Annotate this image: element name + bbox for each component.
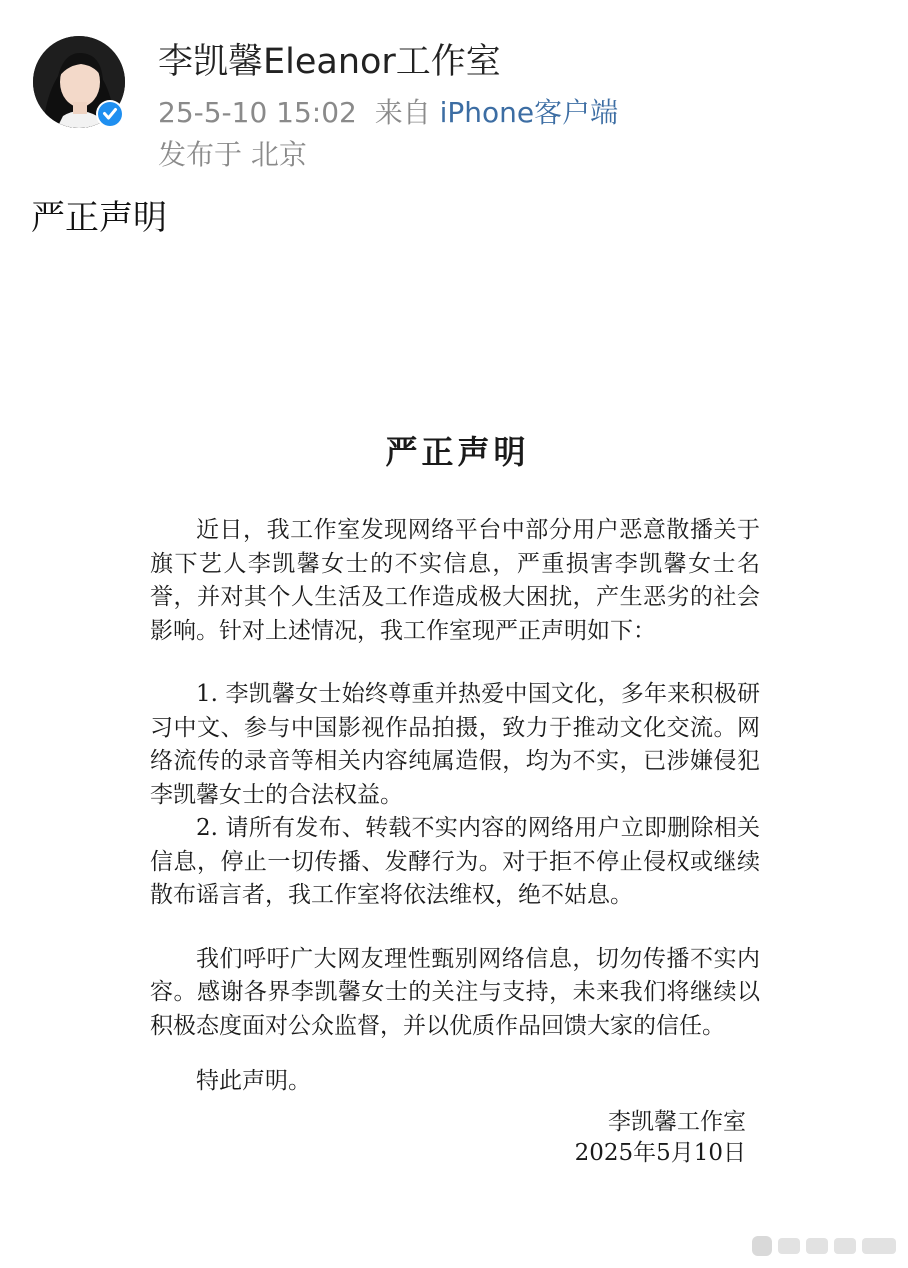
source-client-link[interactable]: iPhone客户端 [439,96,619,129]
post-text: 严正声明 [31,198,167,238]
watermark-logo-icon [752,1234,898,1258]
timestamp: 25-5-10 15:02 [158,96,357,129]
post-location: 发布于 北京 [158,138,307,171]
signature-date: 2025年5月10日 [574,1139,746,1166]
statement-ending: 特此声明。 [196,1068,311,1094]
statement-image[interactable] [150,430,760,1169]
statement-item-2: 2. 请所有发布、转载不实内容的网络用户立即删除相关信息，停止一切传播、发酵行为。对于拒不停止侵权或继续散布谣言者，我工作室将依法维权，绝不姑息。 [150,815,760,908]
statement-title: 严正声明 [385,433,530,471]
statement-intro: 近日，我工作室发现网络平台中部分用户恶意散播关于旗下艺人李凯馨女士的不实信息，严重损害李凯馨女士名誉，并对其个人生活及工作造成极大困扰，产生恶劣的社会影响。针对上述情况，我工作室现严正声明如下： [150,517,760,644]
source-prefix: 来自 [374,96,431,129]
username[interactable]: 李凯馨Eleanor工作室 [158,42,501,82]
statement-closing: 我们呼吁广大网友理性甄别网络信息，切勿传播不实内容。感谢各界李凯馨女士的关注与支持，未来我们将继续以积极态度面对公众监督，并以优质作品回馈大家的信任。 [150,945,760,1039]
statement-item-1: 1. 李凯馨女士始终尊重并热爱中国文化，多年来积极研习中文、参与中国影视作品拍摄，致力于推动文化交流。网络流传的录音等相关内容纯属造假，均为不实，已涉嫌侵犯李凯馨女士的合法权益。 [150,681,760,808]
signature-name: 李凯馨工作室 [608,1108,746,1135]
post-meta [158,95,618,131]
verified-badge-icon [96,100,124,128]
post-header [0,0,908,190]
